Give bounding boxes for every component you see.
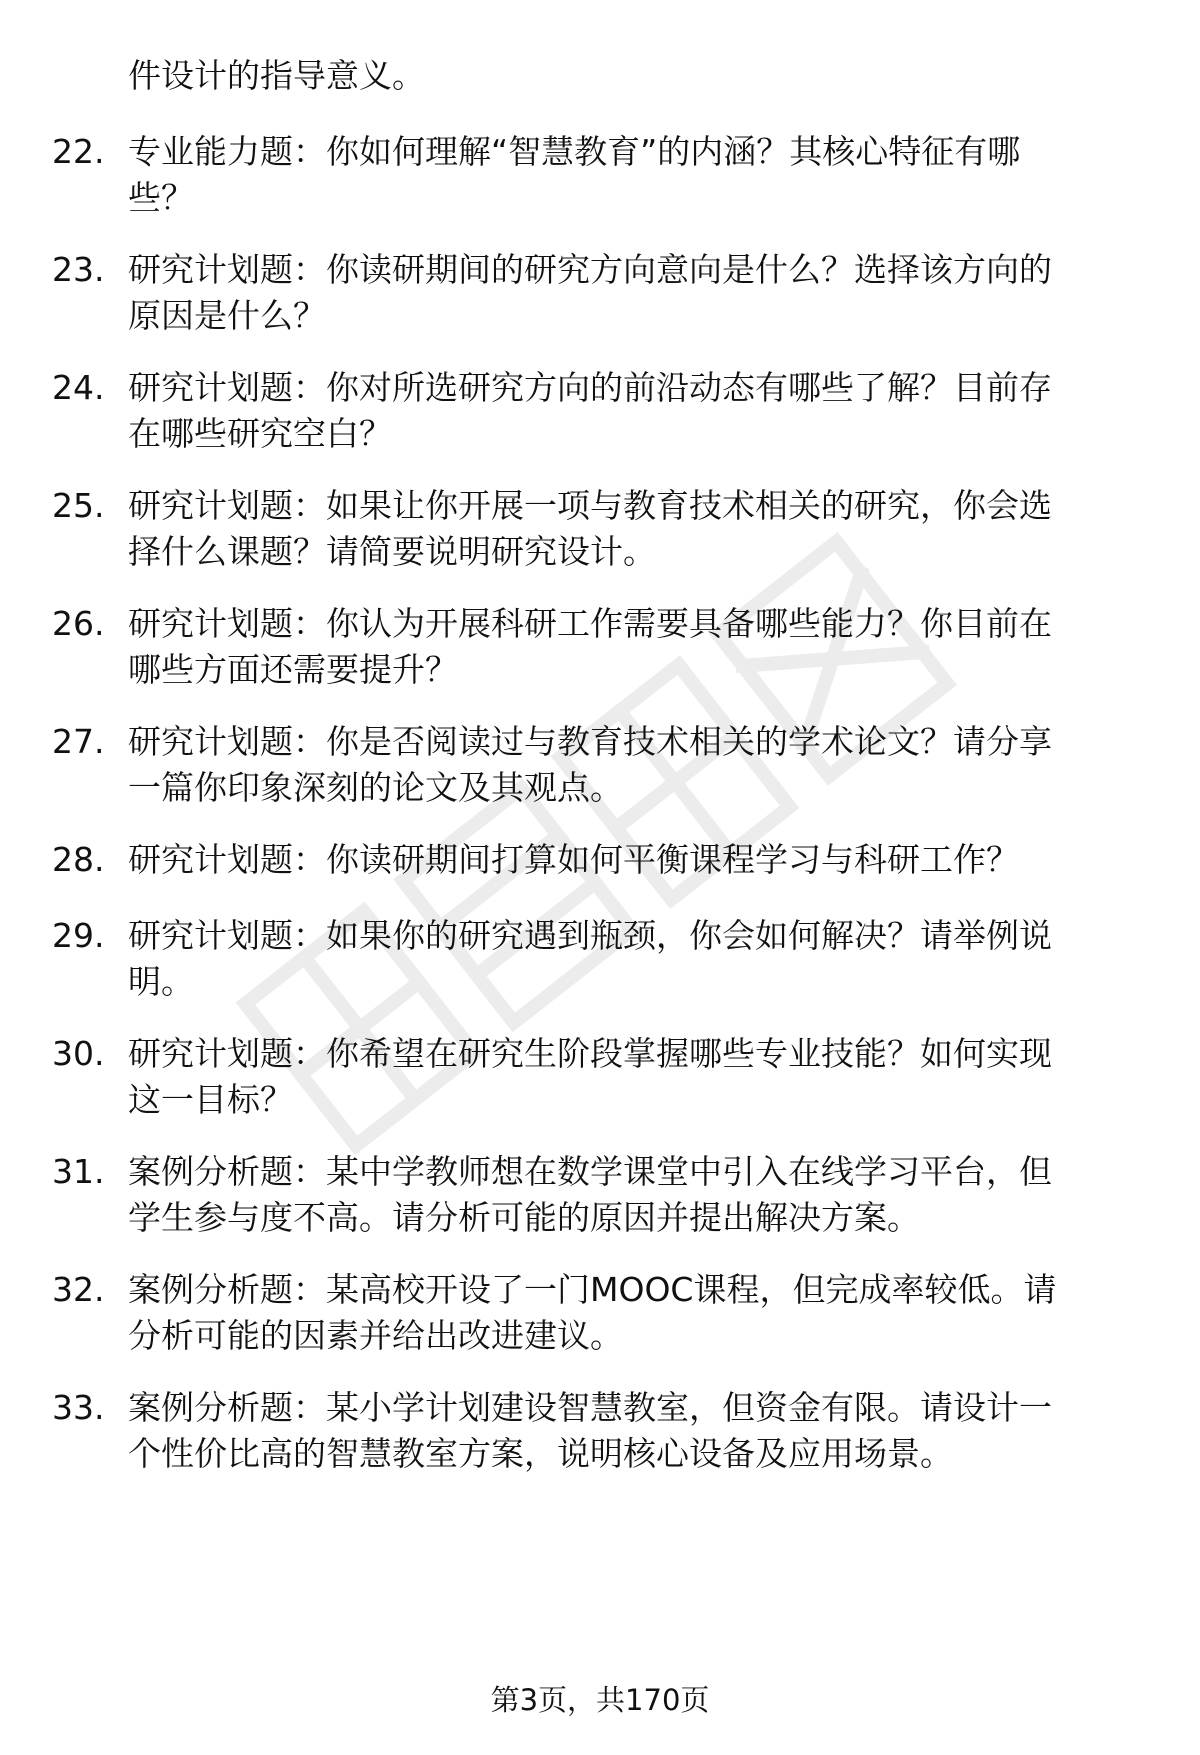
question-text: 这一目标？ — [128, 1080, 293, 1119]
continuation-text: 件设计的指导意义。 — [128, 56, 425, 95]
question-text: 研究计划题：你认为开展科研工作需要具备哪些能力？你目前在 — [128, 604, 1052, 643]
question-text: 研究计划题：你是否阅读过与教育技术相关的学术论文？请分享 — [128, 722, 1052, 761]
question-number: 26. — [52, 604, 105, 643]
question-number: 27. — [52, 722, 105, 761]
question-text: 专业能力题：你如何理解“智慧教育”的内涵？其核心特征有哪 — [128, 132, 1021, 171]
question-number: 30. — [52, 1034, 105, 1073]
question-number: 33. — [52, 1388, 105, 1427]
question-text: 原因是什么？ — [128, 296, 326, 335]
question-number: 25. — [52, 486, 105, 525]
question-text: 研究计划题：你希望在研究生阶段掌握哪些专业技能？如何实现 — [128, 1034, 1052, 1073]
question-number: 22. — [52, 132, 105, 171]
question-text: 哪些方面还需要提升？ — [128, 650, 458, 689]
question-text: 明。 — [128, 962, 194, 1001]
page-footer: 第3页，共170页 — [490, 1683, 710, 1717]
question-text: 个性价比高的智慧教室方案，说明核心设备及应用场景。 — [128, 1434, 953, 1473]
question-number: 32. — [52, 1270, 105, 1309]
question-text: 研究计划题：你读研期间的研究方向意向是什么？选择该方向的 — [128, 250, 1052, 289]
question-text: 一篇你印象深刻的论文及其观点。 — [128, 768, 623, 807]
question-text: 些？ — [128, 178, 194, 217]
question-text: 学生参与度不高。请分析可能的原因并提出解决方案。 — [128, 1198, 920, 1237]
question-text: 研究计划题：你对所选研究方向的前沿动态有哪些了解？目前存 — [128, 368, 1052, 407]
question-text: 择什么课题？请简要说明研究设计。 — [128, 532, 656, 571]
question-number: 28. — [52, 840, 105, 879]
question-text: 研究计划题：如果让你开展一项与教育技术相关的研究，你会选 — [128, 486, 1052, 525]
question-number: 31. — [52, 1152, 105, 1191]
question-text: 案例分析题：某中学教师想在数学课堂中引入在线学习平台，但 — [128, 1152, 1052, 1191]
question-text: 研究计划题：你读研期间打算如何平衡课程学习与科研工作？ — [128, 840, 1019, 879]
question-text: 分析可能的因素并给出改进建议。 — [128, 1316, 623, 1355]
question-text: 研究计划题：如果你的研究遇到瓶颈，你会如何解决？请举例说 — [128, 916, 1052, 955]
question-text: 在哪些研究空白？ — [128, 414, 392, 453]
question-number: 29. — [52, 916, 105, 955]
question-text: 案例分析题：某小学计划建设智慧教室，但资金有限。请设计一 — [128, 1388, 1052, 1427]
question-text: 案例分析题：某高校开设了一门MOOC课程，但完成率较低。请 — [128, 1270, 1057, 1309]
question-number: 23. — [52, 250, 105, 289]
question-number: 24. — [52, 368, 105, 407]
